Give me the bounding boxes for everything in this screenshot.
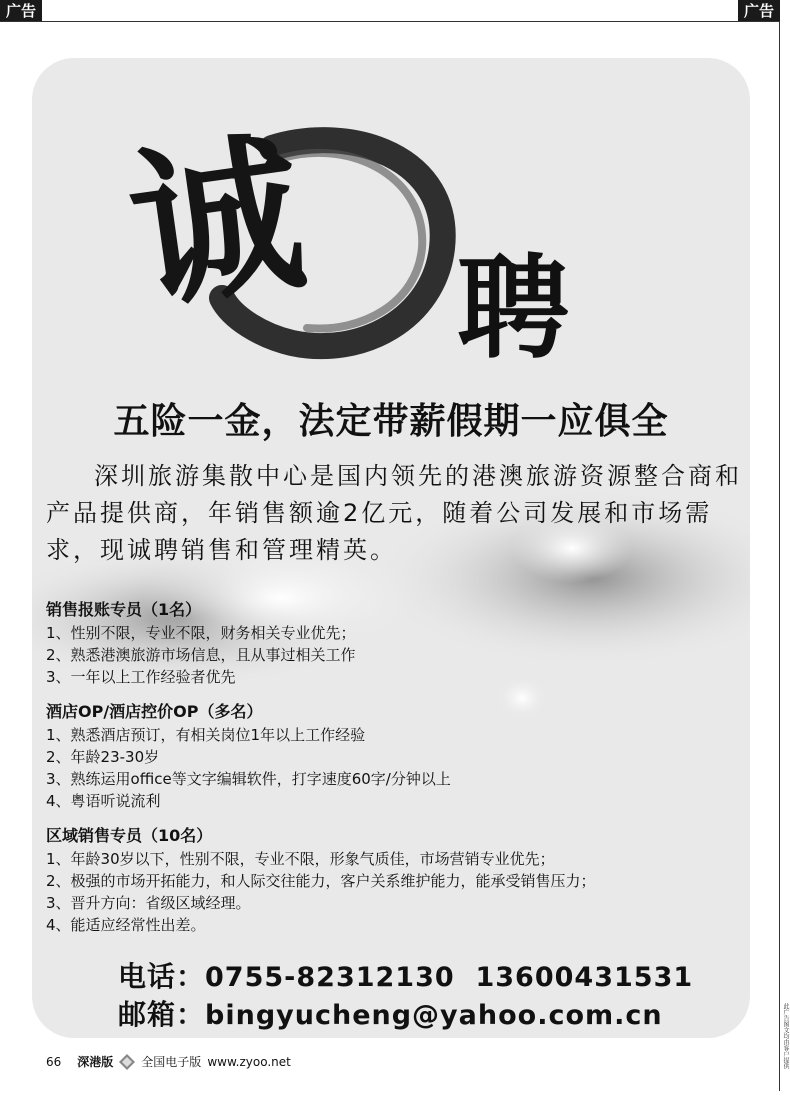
right-rule bbox=[779, 21, 780, 1091]
job-title: 酒店OP/酒店控价OP（多名） bbox=[46, 702, 263, 721]
email-line bbox=[118, 996, 693, 1034]
phone-label: 电话： bbox=[118, 960, 206, 993]
job-requirement: 4、能适应经常性出差。 bbox=[46, 916, 206, 934]
page-number: 66 bbox=[46, 1054, 62, 1069]
top-rule bbox=[0, 21, 780, 22]
email-label: 邮箱： bbox=[118, 998, 206, 1031]
page-footer bbox=[46, 1053, 291, 1070]
job-requirement: 1、性别不限，专业不限，财务相关专业优先； bbox=[46, 624, 356, 642]
phone-number-1[interactable]: 0755-82312130 bbox=[205, 962, 455, 993]
job-requirement: 2、熟悉港澳旅游市场信息，且从事过相关工作 bbox=[46, 646, 356, 664]
job-item bbox=[46, 824, 746, 936]
job-item bbox=[46, 598, 746, 688]
job-requirement: 1、年龄30岁以下，性别不限，专业不限，形象气质佳，市场营销专业优先； bbox=[46, 850, 555, 868]
headline-char-cheng: 诚 bbox=[118, 112, 316, 334]
benefits-slogan: 五险一金，法定带薪假期一应俱全 bbox=[113, 400, 669, 442]
email-address[interactable]: bingyucheng@yahoo.com.cn bbox=[205, 1000, 663, 1031]
job-requirement: 3、晋升方向：省级区域经理。 bbox=[46, 894, 251, 912]
job-requirement: 4、粤语听说流利 bbox=[46, 792, 161, 810]
ad-tag-right: 广告 bbox=[738, 0, 780, 22]
ad-tag-left: 广告 bbox=[0, 0, 42, 22]
edition-label: 深港版 bbox=[77, 1055, 114, 1069]
job-requirement: 3、一年以上工作经验者优先 bbox=[46, 668, 236, 686]
diamond-logo-icon bbox=[119, 1054, 135, 1070]
contact-block bbox=[118, 958, 693, 1034]
phone-number-2[interactable]: 13600431531 bbox=[475, 962, 694, 993]
job-requirement: 2、极强的市场开拓能力，和人际交往能力，客户关系维护能力，能承受销售压力； bbox=[46, 872, 596, 890]
headline-char-pin: 聘 bbox=[457, 243, 569, 374]
job-requirement: 2、年龄23-30岁 bbox=[46, 748, 160, 766]
job-requirement: 3、熟练运用office等文字编辑软件，打字速度60字/分钟以上 bbox=[46, 770, 451, 788]
job-item bbox=[46, 700, 746, 812]
website-link[interactable]: www.zyoo.net bbox=[207, 1054, 291, 1069]
job-title: 销售报账专员（1名） bbox=[46, 600, 202, 619]
ad-card bbox=[32, 58, 750, 1038]
job-requirement: 1、熟悉酒店预订，有相关岗位1年以上工作经验 bbox=[46, 726, 366, 744]
job-title: 区域销售专员（10名） bbox=[46, 826, 213, 845]
job-list bbox=[46, 598, 746, 948]
company-intro: 深圳旅游集散中心是国内领先的港澳旅游资源整合商和产品提供商，年销售额逾2亿元，随着公司发展和市场需求，现诚聘销售和管理精英。 bbox=[46, 462, 742, 564]
phone-line bbox=[118, 958, 693, 996]
national-edition-label: 全国电子版 bbox=[141, 1055, 202, 1069]
side-disclaimer: 此广告图文均由客户提供 bbox=[782, 1003, 789, 1069]
